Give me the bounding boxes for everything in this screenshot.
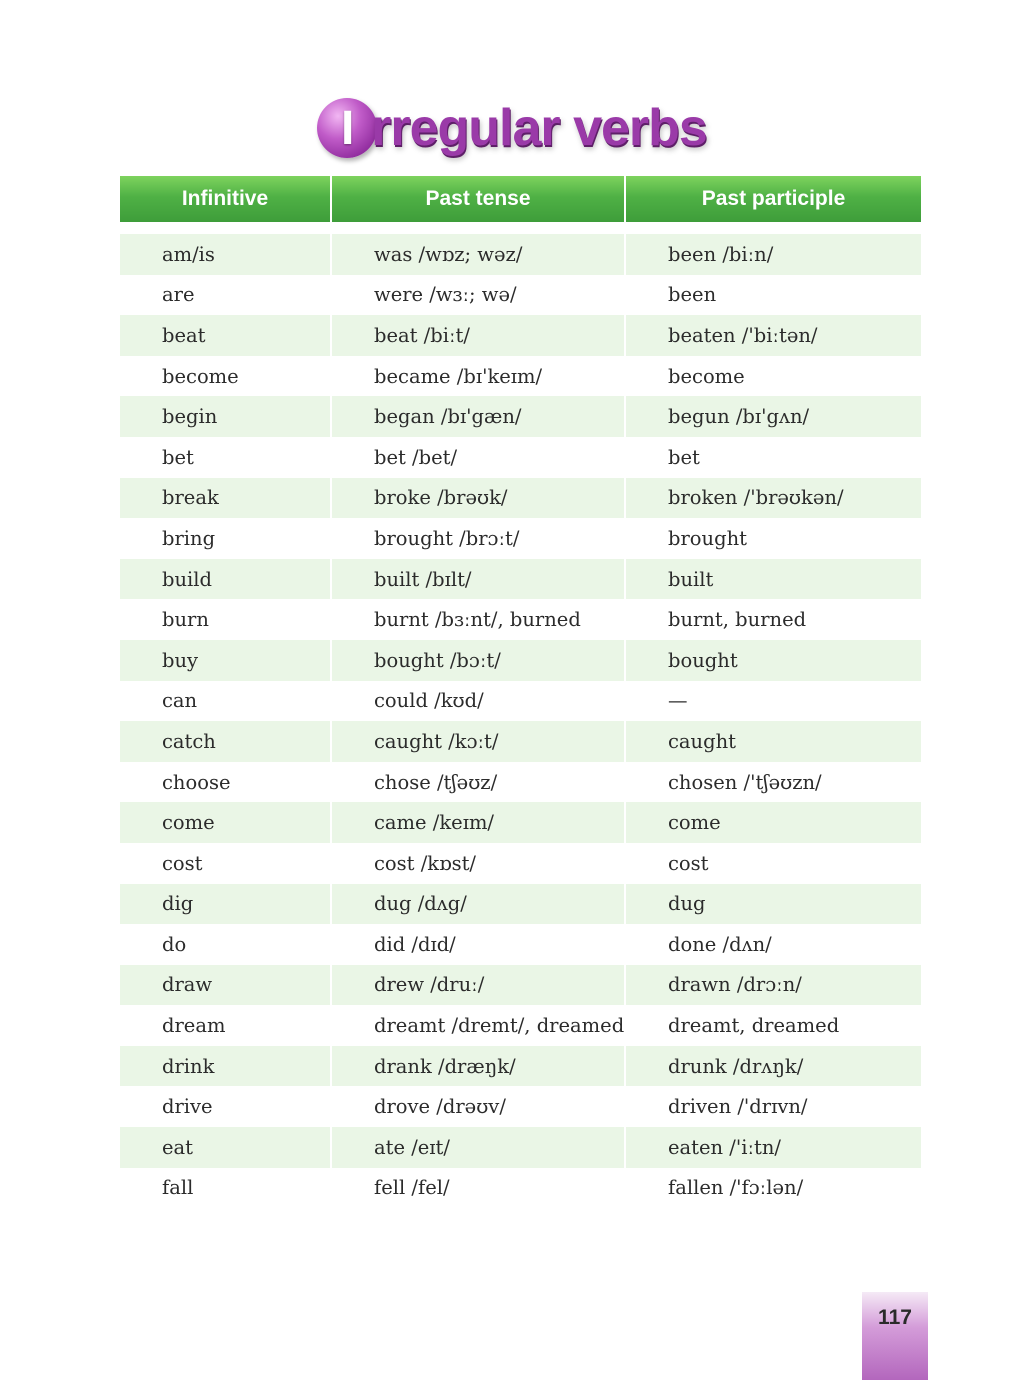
- cell-past-participle: brought: [668, 526, 747, 550]
- title-initial-ball: I: [317, 98, 377, 158]
- cell-past-participle: been /biːn/: [626, 234, 921, 275]
- cell-infinitive: am/is: [120, 234, 332, 275]
- page-number: 117: [878, 1306, 912, 1329]
- cell-past-participle: bought: [626, 640, 921, 681]
- cell-past-tense: dreamt /dremt/, dreamed: [332, 1005, 626, 1046]
- table-row: [120, 721, 921, 762]
- table-row: [120, 518, 921, 559]
- cell-past-tense: beat /biːt/: [332, 315, 626, 356]
- table-row: [120, 315, 921, 356]
- header-past-tense: Past tense: [332, 176, 626, 222]
- cell-past-tense: drove /drəʊv/: [332, 1086, 626, 1127]
- table-row: [120, 965, 921, 1006]
- table-row: [120, 275, 921, 316]
- table-row: [120, 559, 921, 600]
- title-rest: rregular verbs: [371, 99, 707, 157]
- cell-past-tense: began /bɪ'gæn/: [332, 396, 626, 437]
- table-row: [120, 884, 921, 925]
- cell-infinitive: draw: [120, 965, 332, 1006]
- cell-infinitive: burn: [120, 599, 332, 640]
- table-row: [120, 802, 921, 843]
- cell-past-participle: beaten /'biːtən/: [626, 315, 921, 356]
- cell-past-participle: cost: [668, 851, 709, 875]
- page-title: [0, 88, 1024, 168]
- cell-infinitive: begin: [120, 396, 332, 437]
- cell-infinitive: drive: [120, 1086, 332, 1127]
- header-past-participle: Past participle: [626, 176, 921, 222]
- table-row: [120, 1086, 921, 1127]
- cell-past-participle: begun /bɪ'gʌn/: [626, 396, 921, 437]
- cell-infinitive: catch: [120, 721, 332, 762]
- table-row: [120, 640, 921, 681]
- cell-past-tense: fell /fel/: [332, 1168, 626, 1209]
- title-text: [317, 98, 707, 158]
- cell-infinitive: fall: [120, 1168, 332, 1209]
- table-row: [120, 843, 921, 884]
- cell-past-participle: driven /'drɪvn/: [668, 1095, 808, 1119]
- cell-past-tense: ate /eɪt/: [332, 1127, 626, 1168]
- cell-past-participle: done /dʌn/: [668, 932, 772, 956]
- cell-past-tense: drank /dræŋk/: [332, 1046, 626, 1087]
- cell-past-participle: chosen /'tʃəʊzn/: [668, 770, 822, 794]
- cell-past-tense: built /bɪlt/: [332, 559, 626, 600]
- table-row: [120, 762, 921, 803]
- cell-past-tense: became /bɪ'keɪm/: [332, 356, 626, 397]
- cell-past-tense: bet /bet/: [332, 437, 626, 478]
- table-header: [120, 176, 921, 222]
- table-body: [120, 234, 921, 1208]
- cell-past-tense: dug /dʌg/: [332, 884, 626, 925]
- cell-infinitive: eat: [120, 1127, 332, 1168]
- cell-past-tense: came /keɪm/: [332, 802, 626, 843]
- cell-infinitive: come: [120, 802, 332, 843]
- cell-infinitive: do: [120, 924, 332, 965]
- cell-past-tense: were /wɜː; wə/: [332, 275, 626, 316]
- cell-infinitive: are: [120, 275, 332, 316]
- table-row: [120, 1168, 921, 1209]
- cell-past-participle: bet: [668, 445, 700, 469]
- cell-infinitive: dream: [120, 1005, 332, 1046]
- table-row: [120, 478, 921, 519]
- cell-infinitive: drink: [120, 1046, 332, 1087]
- cell-infinitive: buy: [120, 640, 332, 681]
- cell-past-participle: broken /'brəʊkən/: [626, 478, 921, 519]
- table-row: [120, 599, 921, 640]
- cell-infinitive: build: [120, 559, 332, 600]
- table-row: [120, 356, 921, 397]
- table-row: [120, 234, 921, 275]
- cell-past-tense: burnt /bɜːnt/, burned: [332, 599, 626, 640]
- cell-infinitive: can: [120, 681, 332, 722]
- table-row: [120, 396, 921, 437]
- cell-past-tense: chose /tʃəʊz/: [332, 762, 626, 803]
- table-row: [120, 1127, 921, 1168]
- cell-infinitive: bring: [120, 518, 332, 559]
- cell-past-participle: come: [626, 802, 921, 843]
- cell-past-participle: dreamt, dreamed: [668, 1014, 840, 1038]
- header-infinitive: Infinitive: [120, 176, 332, 222]
- table-row: [120, 924, 921, 965]
- cell-infinitive: become: [120, 356, 332, 397]
- page-number-tab: [862, 1292, 928, 1380]
- cell-past-tense: was /wɒz; wəz/: [332, 234, 626, 275]
- cell-past-tense: drew /druː/: [332, 965, 626, 1006]
- cell-past-participle: eaten /'iːtn/: [626, 1127, 921, 1168]
- cell-past-participle: caught: [626, 721, 921, 762]
- table-row: [120, 437, 921, 478]
- table-row: [120, 681, 921, 722]
- cell-infinitive: choose: [120, 762, 332, 803]
- cell-infinitive: cost: [120, 843, 332, 884]
- cell-past-participle: fallen /'fɔːlən/: [668, 1176, 804, 1200]
- cell-past-tense: broke /brəʊk/: [332, 478, 626, 519]
- cell-infinitive: break: [120, 478, 332, 519]
- cell-past-participle: dug: [626, 884, 921, 925]
- cell-past-tense: brought /brɔːt/: [332, 518, 626, 559]
- cell-past-tense: did /dɪd/: [332, 924, 626, 965]
- table-row: [120, 1005, 921, 1046]
- cell-infinitive: beat: [120, 315, 332, 356]
- table-row: [120, 1046, 921, 1087]
- cell-past-participle: been: [668, 283, 717, 307]
- cell-past-tense: cost /kɒst/: [332, 843, 626, 884]
- cell-infinitive: bet: [120, 437, 332, 478]
- cell-past-tense: bought /bɔːt/: [332, 640, 626, 681]
- cell-past-participle: become: [668, 364, 745, 388]
- irregular-verbs-table: [120, 176, 921, 1208]
- cell-past-participle: —: [668, 689, 688, 713]
- cell-past-tense: could /kʊd/: [332, 681, 626, 722]
- cell-past-participle: built: [626, 559, 921, 600]
- cell-past-participle: drunk /drʌŋk/: [626, 1046, 921, 1087]
- cell-past-participle: drawn /drɔːn/: [626, 965, 921, 1006]
- cell-past-tense: caught /kɔːt/: [332, 721, 626, 762]
- cell-infinitive: dig: [120, 884, 332, 925]
- cell-past-participle: burnt, burned: [668, 608, 807, 632]
